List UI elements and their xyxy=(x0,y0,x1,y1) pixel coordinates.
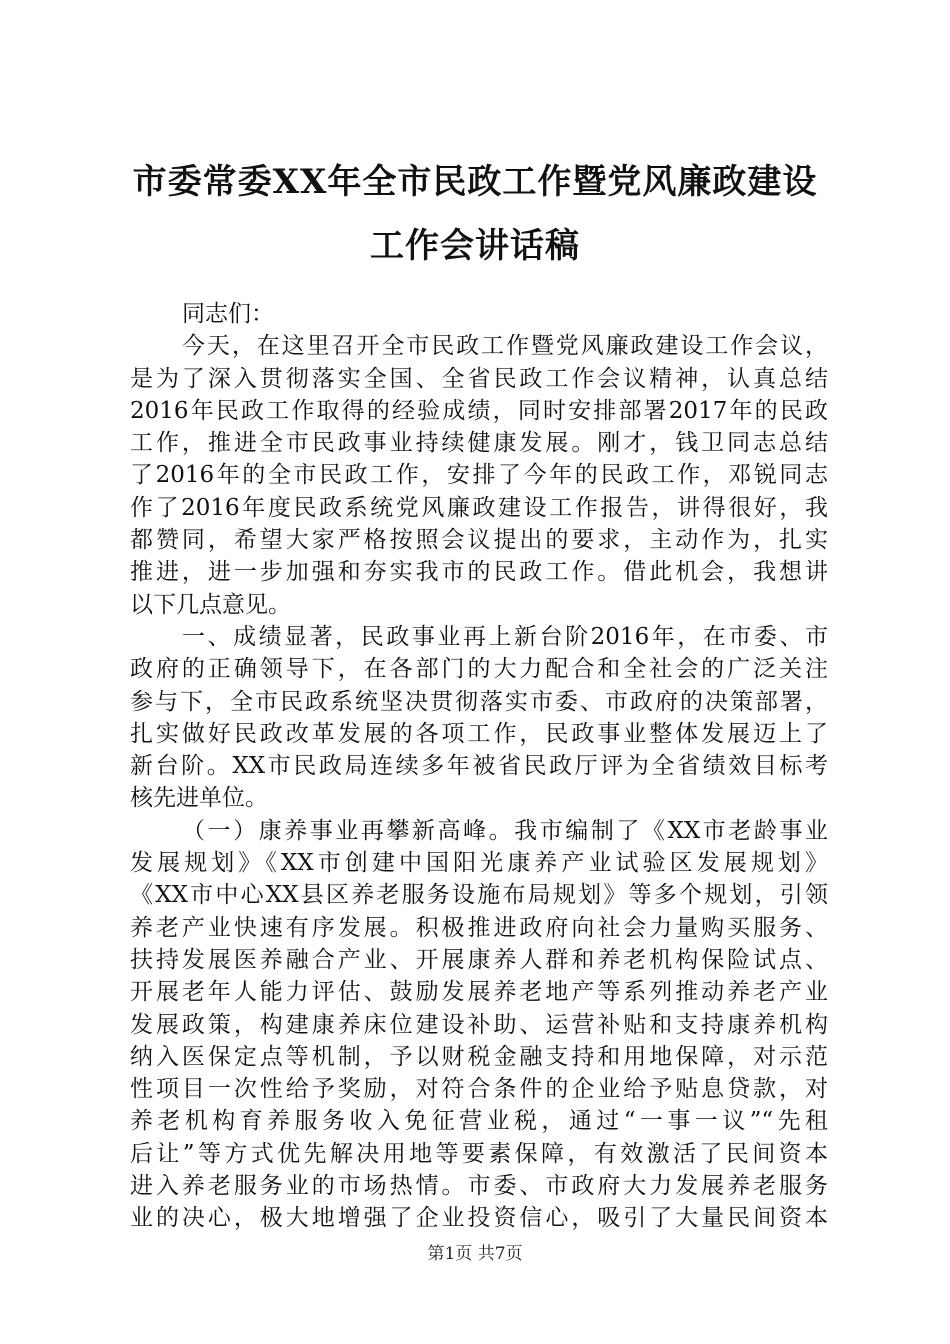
body-line: 是为了深入贯彻落实全国、全省民政工作会议精神，认真总结 xyxy=(130,365,828,392)
body-line: 业的决心，极大地增强了企业投资信心，吸引了大量民间资本 xyxy=(130,1205,828,1232)
body-line: 工作，推进全市民政事业持续健康发展。刚才，钱卫同志总结 xyxy=(130,430,828,457)
body-line: 《XX市中心XX县区养老服务设施布局规划》等多个规划，引领 xyxy=(130,882,828,909)
body-line: 发展政策，构建康养床位建设补助、运营补贴和支持康养机构 xyxy=(130,1011,828,1038)
body-line: 以下几点意见。 xyxy=(130,591,291,618)
body-line: 推进，进一步加强和夯实我市的民政工作。借此机会，我想讲 xyxy=(130,559,828,586)
body-line: 新台阶。XX市民政局连续多年被省民政厅评为全省绩效目标考 xyxy=(130,753,828,780)
body-line: 扶持发展医养融合产业、开展康养人群和养老机构保险试点、 xyxy=(130,946,828,973)
body-line: 政府的正确领导下，在各部门的大力配合和全社会的广泛关注 xyxy=(130,656,828,683)
body-line: 后让”等方式优先解决用地等要素保障，有效激活了民间资本 xyxy=(130,1140,828,1167)
body-line: 开展老年人能力评估、鼓励发展养老地产等系列推动养老产业 xyxy=(130,979,828,1006)
body-line: 参与下，全市民政系统坚决贯彻落实市委、市政府的决策部署， xyxy=(130,688,828,715)
body-line: 性项目一次性给予奖励，对符合条件的企业给予贴息贷款，对 xyxy=(130,1076,828,1103)
body-line: 作了2016年度民政系统党风廉政建设工作报告，讲得很好，我 xyxy=(130,494,828,521)
body-line: （一）康养事业再攀新高峰。我市编制了《XX市老龄事业 xyxy=(182,817,828,844)
body-line: 进入养老服务业的市场热情。市委、市政府大力发展养老服务 xyxy=(130,1173,828,1200)
body-line: 2016年民政工作取得的经验成绩，同时安排部署2017年的民政 xyxy=(130,397,828,424)
body-line: 核先进单位。 xyxy=(130,785,268,812)
body-line: 了2016年的全市民政工作，安排了今年的民政工作，邓锐同志 xyxy=(130,462,828,489)
body-line: 都赞同，希望大家严格按照会议提出的要求，主动作为，扎实 xyxy=(130,527,828,554)
body-line: 一、成绩显著，民政事业再上新台阶2016年，在市委、市 xyxy=(182,623,828,650)
body-line: 养老机构育养服务收入免征营业税，通过“一事一议”“先租 xyxy=(130,1108,828,1135)
body-line: 同志们： xyxy=(182,301,274,327)
document-title-line-2: 工作会讲话稿 xyxy=(370,226,580,266)
body-line: 今天，在这里召开全市民政工作暨党风廉政建设工作会议， xyxy=(182,333,828,360)
document-body xyxy=(130,298,828,1235)
body-line: 发展规划》《XX市创建中国阳光康养产业试验区发展规划》 xyxy=(130,850,828,877)
body-line: 养老产业快速有序发展。积极推进政府向社会力量购买服务、 xyxy=(130,914,828,941)
body-line: 扎实做好民政改革发展的各项工作，民政事业整体发展迈上了 xyxy=(130,720,828,747)
page-footer: 第1页 共7页 xyxy=(427,1244,523,1264)
document-title-line-1: 市委常委XX年全市民政工作暨党风廉政建设 xyxy=(132,162,818,202)
body-line: 纳入医保定点等机制，予以财税金融支持和用地保障，对示范 xyxy=(130,1043,828,1070)
